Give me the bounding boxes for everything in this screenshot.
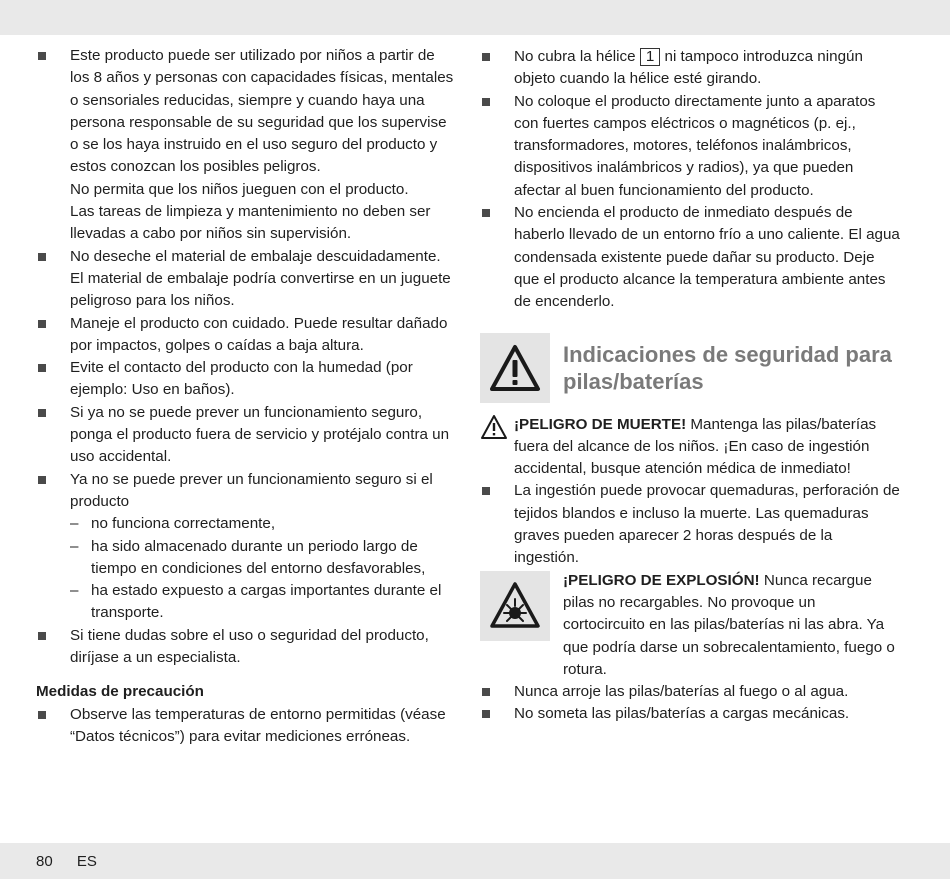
explosion-hazard-icon — [480, 571, 550, 641]
square-bullet-icon — [38, 52, 46, 60]
sub-list-item — [36, 513, 456, 535]
explosion-text: Nunca recargue pilas no recargables. No provoque un cortocircuito en las pilas/baterías ni las abra. Ya que podría darse un sobrecalentamiento, fuego o rotura. — [563, 571, 895, 678]
bottom-band — [0, 843, 950, 879]
item-text: Si tiene dudas sobre el uso o seguridad del producto, diríjase a un especialista. — [70, 626, 429, 667]
list-item — [480, 703, 900, 725]
square-bullet-icon — [482, 688, 490, 696]
page-footer — [36, 852, 117, 872]
square-bullet-icon — [38, 476, 46, 484]
left-column — [36, 45, 456, 748]
page-number: 80 — [36, 853, 53, 870]
danger-label: ¡PELIGRO DE MUERTE! — [514, 415, 687, 433]
list-item — [36, 469, 456, 514]
list-item — [36, 625, 456, 670]
explosion-warning — [480, 570, 900, 681]
list-item — [480, 202, 900, 313]
item-text: Ya no se puede prever un funcionamiento seguro si el producto — [70, 470, 433, 510]
item-text: Las tareas de limpieza y mantenimiento no deben ser llevadas a cabo por niños sin supervisión. — [70, 203, 431, 243]
item-text: No cubra la hélice — [514, 48, 636, 65]
sub-item-text: ha estado expuesto a cargas importantes durante el transporte. — [91, 582, 442, 622]
top-band — [0, 0, 950, 35]
square-bullet-icon — [482, 209, 490, 217]
square-bullet-icon — [38, 711, 46, 719]
sub-item-text: ha sido almacenado durante un periodo largo de tiempo en condiciones del entorno desfavorables, — [91, 537, 426, 577]
item-text: Si ya no se puede prever un funcionamiento seguro, ponga el producto fuera de servicio y protéjalo contra un uso accidental. — [70, 403, 450, 466]
item-text: No encienda el producto de inmediato después de haberlo llevado de un entorno frío a uno caliente. El agua condensada existente puede dañar su producto. Deje que el producto alcance la temperatura ambiente antes de encenderlo. — [514, 204, 900, 311]
sub-item-text: no funciona correctamente, — [91, 515, 276, 533]
precaution-heading: Medidas de precaución — [36, 683, 204, 701]
right-column — [480, 46, 900, 726]
item-text: Este producto puede ser utilizado por niños a partir de los 8 años y personas con capacidades físicas, mentales o sensoriales reducidas, siempre y cuando haya una persona responsable de su seguridad que los supervise o se los haya instruido en el uso seguro del producto y estos conozcan los posibles peligros. — [70, 47, 454, 176]
dash-marker: – — [70, 582, 79, 600]
list-item — [480, 681, 900, 703]
part-reference: 1 — [640, 48, 660, 66]
explosion-icon-box — [480, 571, 550, 641]
list-item — [36, 704, 456, 749]
dash-marker: – — [70, 537, 79, 555]
list-item — [36, 45, 456, 246]
sub-list-item — [36, 536, 456, 581]
language-code: ES — [76, 853, 97, 870]
square-bullet-icon — [482, 98, 490, 106]
item-text: No coloque el producto directamente junto a aparatos con fuertes campos eléctricos o magnéticos (p. ej., transformadores, motores, teléfonos inalámbricos, dispositivos inalámbricos y radios), ya que pueden afectar al buen funcionamiento del producto. — [514, 92, 876, 199]
square-bullet-icon — [38, 320, 46, 328]
sub-list-item — [36, 580, 456, 625]
list-item — [480, 480, 900, 569]
battery-safety-section-header — [480, 333, 900, 403]
list-item — [480, 46, 900, 91]
danger-text: Mantenga las pilas/baterías fuera del alcance de los niños. ¡En caso de ingestión accidental, busque atención médica de inmediato! — [514, 415, 877, 478]
list-item — [36, 313, 456, 358]
list-item — [480, 91, 900, 202]
item-text: Maneje el producto con cuidado. Puede resultar dañado por impactos, golpes o caídas a baja altura. — [70, 314, 448, 354]
list-item — [36, 357, 456, 402]
square-bullet-icon — [38, 364, 46, 372]
square-bullet-icon — [38, 632, 46, 640]
square-bullet-icon — [482, 487, 490, 495]
item-text: Nunca arroje las pilas/baterías al fuego o al agua. — [514, 683, 849, 701]
item-text: No someta las pilas/baterías a cargas mecánicas. — [514, 705, 850, 723]
warning-triangle-icon — [480, 414, 508, 440]
square-bullet-icon — [482, 710, 490, 718]
explosion-label: ¡PELIGRO DE EXPLOSIÓN! — [563, 571, 760, 589]
item-text: ni tampoco introduzca ningún objeto cuando la hélice esté girando. — [514, 48, 863, 88]
warning-triangle-icon — [480, 333, 550, 403]
list-item — [36, 402, 456, 469]
item-text: No deseche el material de embalaje descuidadamente. El material de embalaje podría convertirse en un juguete peligroso para los niños. — [70, 247, 451, 310]
item-text: Evite el contacto del producto con la humedad (por ejemplo: Uso en baños). — [70, 359, 413, 399]
danger-warning — [480, 414, 900, 481]
square-bullet-icon — [38, 253, 46, 261]
section-title: Indicaciones de seguridad para pilas/baterías — [563, 341, 892, 394]
square-bullet-icon — [482, 53, 490, 61]
square-bullet-icon — [38, 409, 46, 417]
list-item — [36, 246, 456, 313]
item-text: No permita que los niños jueguen con el producto. — [70, 180, 409, 198]
item-text: La ingestión puede provocar quemaduras, perforación de tejidos blandos e incluso la muerte. Las quemaduras graves pueden aparecer 2 horas después de la ingestión. — [514, 482, 900, 567]
warning-icon-box — [480, 333, 550, 403]
dash-marker: – — [70, 515, 79, 533]
item-text: Observe las temperaturas de entorno permitidas (véase “Datos técnicos”) para evitar mediciones erróneas. — [70, 705, 446, 745]
